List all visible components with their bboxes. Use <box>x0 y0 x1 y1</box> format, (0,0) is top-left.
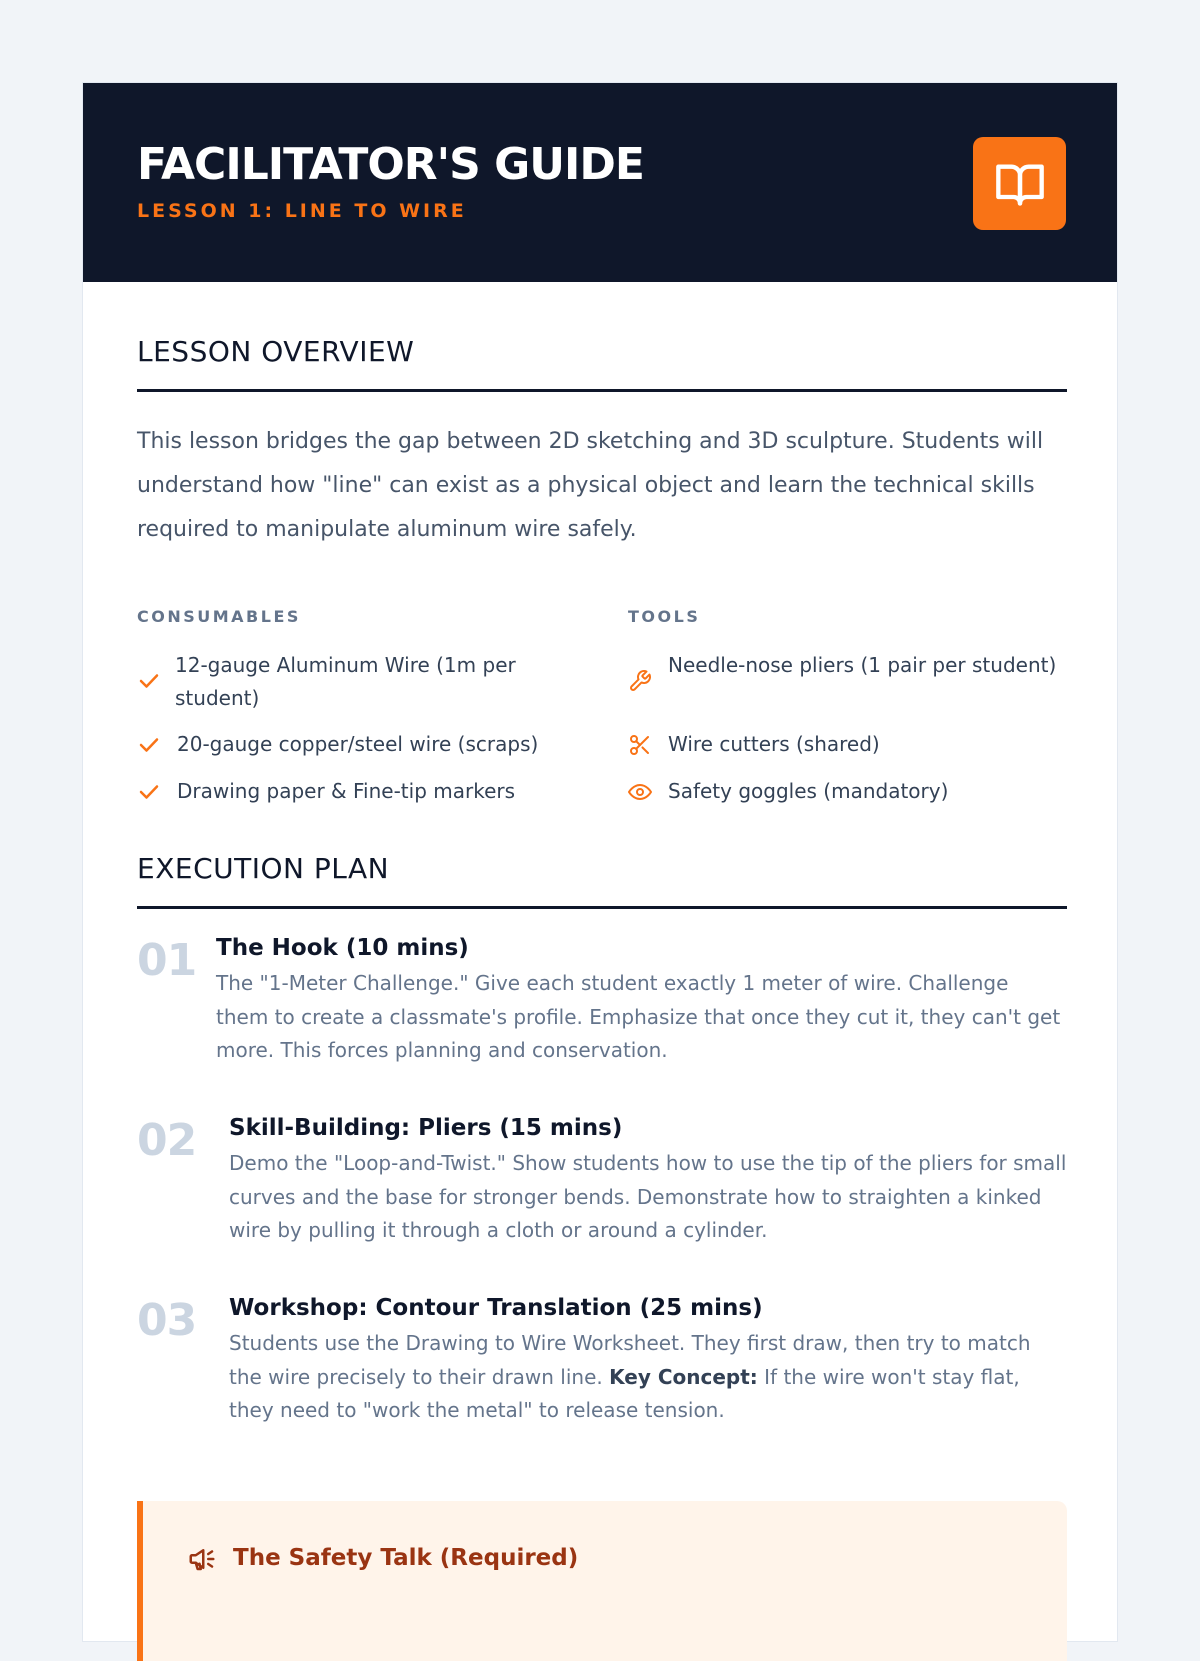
list-item <box>137 649 577 717</box>
safety-callout <box>137 1501 1067 1661</box>
step-item <box>137 1293 1067 1433</box>
key-concept-label: Key Concept: <box>609 1364 758 1389</box>
lesson-subtitle: LESSON 1: LINE TO WIRE <box>137 200 467 222</box>
step-number: 01 <box>137 935 197 986</box>
guide-card <box>82 82 1118 1642</box>
safety-title: The Safety Talk (Required) <box>233 1545 579 1571</box>
megaphone-icon <box>187 1544 217 1574</box>
step-description-text: Students use the Drawing to Wire Worksheet. They first draw, then try to match the wire precisely to their drawn line. <box>229 1331 1031 1389</box>
consumables-list <box>137 649 577 809</box>
tool-text: Wire cutters (shared) <box>668 732 880 756</box>
step-number: 03 <box>137 1295 197 1346</box>
step-number: 02 <box>137 1115 197 1166</box>
tools-label: TOOLS <box>628 607 701 626</box>
execution-divider <box>137 906 1067 909</box>
consumable-text: Drawing paper & Fine-tip markers <box>177 779 516 803</box>
check-icon <box>137 669 161 693</box>
tool-text: Safety goggles (mandatory) <box>668 779 949 803</box>
step-description-text: If the wire won't stay flat, they need to "work the metal" to release tension. <box>229 1364 1020 1422</box>
list-item <box>628 775 1068 809</box>
eye-icon <box>628 780 652 804</box>
tools-list <box>628 649 1068 809</box>
list-item <box>628 728 1068 762</box>
step-item <box>137 933 1067 1073</box>
step-description: The "1-Meter Challenge." Give each student exactly 1 meter of wire. Challenge them to create a classmate's profile. Emphasize that once they cut it, they can't get more. This forces planning and conservation. <box>216 971 1061 1062</box>
page-title: FACILITATOR'S GUIDE <box>137 139 644 190</box>
overview-text: This lesson bridges the gap between 2D sketching and 3D sculpture. Students will understand how "line" can exist as a physical object and learn the technical skills required to manipulate aluminum wire safely. <box>137 429 1044 542</box>
check-icon <box>137 780 161 804</box>
step-title: Workshop: Contour Translation (25 mins) <box>229 1295 763 1321</box>
list-item <box>137 728 577 762</box>
check-icon <box>137 733 161 757</box>
overview-heading: LESSON OVERVIEW <box>137 335 415 368</box>
overview-divider <box>137 389 1067 392</box>
step-title: The Hook (10 mins) <box>216 935 469 961</box>
step-title: Skill-Building: Pliers (15 mins) <box>229 1115 623 1141</box>
consumable-text: 12-gauge Aluminum Wire (1m per student) <box>175 653 516 710</box>
consumable-text: 20-gauge copper/steel wire (scraps) <box>177 732 539 756</box>
wrench-icon <box>628 669 652 693</box>
step-description <box>229 1327 1067 1428</box>
tool-text: Needle-nose pliers (1 pair per student) <box>668 653 1057 677</box>
list-item <box>628 649 1068 717</box>
guide-header <box>83 83 1117 282</box>
step-description: Demo the "Loop-and-Twist." Show students how to use the tip of the pliers for small curves and the base for stronger bends. Demonstrate how to straighten a kinked wire by pulling it through a cloth or around a cylinder. <box>229 1151 1067 1242</box>
execution-heading: EXECUTION PLAN <box>137 852 390 885</box>
consumables-label: CONSUMABLES <box>137 607 301 626</box>
list-item <box>137 775 577 809</box>
step-item <box>137 1113 1067 1253</box>
scissors-icon <box>628 733 652 757</box>
open-book-icon <box>973 137 1066 230</box>
